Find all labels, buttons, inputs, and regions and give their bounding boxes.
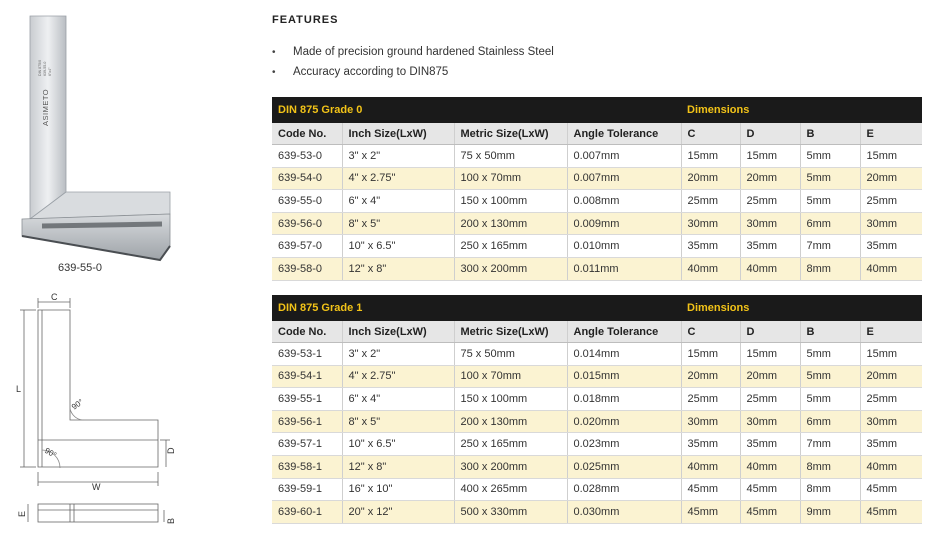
cell-metric-size: 200 x 130mm	[454, 410, 567, 433]
photo-caption: 639-55-0	[58, 262, 103, 274]
col-inch-size: Inch Size(LxW)	[342, 123, 454, 145]
cell-b: 5mm	[800, 365, 860, 388]
cell-angle-tolerance: 0.030mm	[567, 501, 681, 524]
grade-header-row	[272, 295, 922, 321]
cell-d: 45mm	[740, 478, 800, 501]
table-row	[272, 365, 922, 388]
cell-code: 639-60-1	[272, 501, 342, 524]
photo-stamp-3: 6"x4"	[48, 67, 52, 76]
grade-title: DIN 875 Grade 0	[272, 97, 681, 123]
spec-table-grade-0	[272, 97, 922, 281]
cell-inch-size: 12" x 8"	[342, 455, 454, 478]
label-w: W	[92, 482, 101, 492]
feature-item: • Made of precision ground hardened Stainless Steel	[272, 46, 554, 58]
table-row	[272, 167, 922, 190]
cell-metric-size: 300 x 200mm	[454, 455, 567, 478]
cell-code: 639-56-0	[272, 212, 342, 235]
cell-e: 35mm	[860, 433, 922, 456]
cell-inch-size: 12" x 8"	[342, 257, 454, 280]
cell-inch-size: 8" x 5"	[342, 212, 454, 235]
cell-inch-size: 4" x 2.75"	[342, 167, 454, 190]
cell-code: 639-54-1	[272, 365, 342, 388]
cell-b: 6mm	[800, 410, 860, 433]
cell-inch-size: 3" x 2"	[342, 343, 454, 366]
photo-stamp-1: DIN 875/0	[38, 59, 42, 76]
label-l: L	[16, 384, 22, 394]
table-row	[272, 145, 922, 168]
cell-code: 639-57-1	[272, 433, 342, 456]
cell-inch-size: 10" x 6.5"	[342, 433, 454, 456]
cell-e: 25mm	[860, 190, 922, 213]
cell-c: 45mm	[681, 478, 740, 501]
cell-inch-size: 16" x 10"	[342, 478, 454, 501]
cell-e: 15mm	[860, 145, 922, 168]
cell-c: 30mm	[681, 212, 740, 235]
col-e: E	[860, 321, 922, 343]
spec-table-grade-1	[272, 295, 922, 524]
cell-metric-size: 150 x 100mm	[454, 388, 567, 411]
table-row	[272, 501, 922, 524]
cell-c: 20mm	[681, 365, 740, 388]
product-photo	[22, 14, 172, 264]
cell-d: 40mm	[740, 257, 800, 280]
cell-e: 40mm	[860, 455, 922, 478]
cell-d: 45mm	[740, 501, 800, 524]
cell-angle-tolerance: 0.011mm	[567, 257, 681, 280]
column-header-row	[272, 321, 922, 343]
cell-code: 639-59-1	[272, 478, 342, 501]
feature-text: Made of precision ground hardened Stainless Steel	[293, 46, 554, 58]
cell-d: 20mm	[740, 167, 800, 190]
cell-angle-tolerance: 0.020mm	[567, 410, 681, 433]
cell-metric-size: 300 x 200mm	[454, 257, 567, 280]
cell-e: 30mm	[860, 212, 922, 235]
cell-code: 639-55-0	[272, 190, 342, 213]
table-row	[272, 343, 922, 366]
cell-metric-size: 75 x 50mm	[454, 145, 567, 168]
dimensions-label: Dimensions	[681, 97, 922, 123]
cell-e: 15mm	[860, 343, 922, 366]
cell-angle-tolerance: 0.014mm	[567, 343, 681, 366]
cell-inch-size: 8" x 5"	[342, 410, 454, 433]
col-metric-size: Metric Size(LxW)	[454, 321, 567, 343]
cell-angle-tolerance: 0.018mm	[567, 388, 681, 411]
cell-metric-size: 100 x 70mm	[454, 365, 567, 388]
label-b: B	[166, 517, 176, 524]
cell-d: 30mm	[740, 410, 800, 433]
cell-angle-tolerance: 0.009mm	[567, 212, 681, 235]
table-row	[272, 455, 922, 478]
cell-c: 15mm	[681, 343, 740, 366]
cell-metric-size: 250 x 165mm	[454, 235, 567, 258]
grade-title: DIN 875 Grade 1	[272, 295, 681, 321]
cell-e: 25mm	[860, 388, 922, 411]
cell-c: 35mm	[681, 235, 740, 258]
col-e: E	[860, 123, 922, 145]
cell-code: 639-56-1	[272, 410, 342, 433]
cell-d: 30mm	[740, 212, 800, 235]
cell-c: 25mm	[681, 190, 740, 213]
cell-b: 5mm	[800, 343, 860, 366]
table-row	[272, 190, 922, 213]
table-row	[272, 235, 922, 258]
grade-header-row	[272, 97, 922, 123]
table-body	[272, 145, 922, 281]
cell-b: 6mm	[800, 212, 860, 235]
cell-metric-size: 100 x 70mm	[454, 167, 567, 190]
features-list	[272, 45, 554, 85]
cell-b: 8mm	[800, 455, 860, 478]
col-d: D	[740, 321, 800, 343]
cell-b: 5mm	[800, 388, 860, 411]
table-body	[272, 343, 922, 524]
cell-inch-size: 10" x 6.5"	[342, 235, 454, 258]
table-row	[272, 388, 922, 411]
cell-d: 15mm	[740, 145, 800, 168]
cell-c: 20mm	[681, 167, 740, 190]
cell-angle-tolerance: 0.025mm	[567, 455, 681, 478]
col-angle-tolerance: Angle Tolerance	[567, 321, 681, 343]
cell-c: 30mm	[681, 410, 740, 433]
dimensions-label: Dimensions	[681, 295, 922, 321]
cell-d: 25mm	[740, 388, 800, 411]
cell-metric-size: 150 x 100mm	[454, 190, 567, 213]
cell-angle-tolerance: 0.008mm	[567, 190, 681, 213]
cell-code: 639-53-1	[272, 343, 342, 366]
cell-angle-tolerance: 0.028mm	[567, 478, 681, 501]
feature-item: • Accuracy according to DIN875	[272, 66, 449, 78]
dimension-drawing	[14, 292, 174, 532]
cell-b: 5mm	[800, 145, 860, 168]
cell-d: 15mm	[740, 343, 800, 366]
label-c: C	[51, 292, 58, 302]
cell-inch-size: 6" x 4"	[342, 190, 454, 213]
cell-d: 20mm	[740, 365, 800, 388]
cell-c: 40mm	[681, 257, 740, 280]
cell-e: 35mm	[860, 235, 922, 258]
cell-code: 639-54-0	[272, 167, 342, 190]
col-b: B	[800, 321, 860, 343]
cell-d: 25mm	[740, 190, 800, 213]
cell-inch-size: 20" x 12"	[342, 501, 454, 524]
cell-e: 40mm	[860, 257, 922, 280]
cell-code: 639-57-0	[272, 235, 342, 258]
cell-b: 9mm	[800, 501, 860, 524]
cell-e: 45mm	[860, 501, 922, 524]
table-row	[272, 257, 922, 280]
cell-metric-size: 250 x 165mm	[454, 433, 567, 456]
cell-angle-tolerance: 0.010mm	[567, 235, 681, 258]
col-c: C	[681, 321, 740, 343]
cell-b: 5mm	[800, 167, 860, 190]
table-row	[272, 433, 922, 456]
label-e: E	[17, 510, 27, 517]
cell-b: 8mm	[800, 478, 860, 501]
cell-metric-size: 500 x 330mm	[454, 501, 567, 524]
cell-e: 20mm	[860, 365, 922, 388]
cell-c: 15mm	[681, 145, 740, 168]
cell-d: 35mm	[740, 433, 800, 456]
cell-metric-size: 200 x 130mm	[454, 212, 567, 235]
cell-d: 35mm	[740, 235, 800, 258]
col-b: B	[800, 123, 860, 145]
cell-b: 5mm	[800, 190, 860, 213]
cell-c: 40mm	[681, 455, 740, 478]
table-row	[272, 478, 922, 501]
cell-code: 639-58-0	[272, 257, 342, 280]
features-title: FEATURES	[272, 14, 339, 26]
col-code: Code No.	[272, 321, 342, 343]
cell-code: 639-58-1	[272, 455, 342, 478]
cell-inch-size: 6" x 4"	[342, 388, 454, 411]
label-angle-bottom: 90°	[43, 445, 58, 460]
cell-inch-size: 3" x 2"	[342, 145, 454, 168]
column-header-row	[272, 123, 922, 145]
cell-angle-tolerance: 0.007mm	[567, 145, 681, 168]
label-d: D	[166, 447, 176, 454]
cell-code: 639-55-1	[272, 388, 342, 411]
photo-stamp-2: 639-55-0	[43, 61, 47, 76]
label-angle-top: 90°	[69, 397, 86, 412]
cell-b: 8mm	[800, 257, 860, 280]
photo-brand: ASIMETO	[41, 88, 50, 126]
cell-code: 639-53-0	[272, 145, 342, 168]
cell-e: 45mm	[860, 478, 922, 501]
table-row	[272, 410, 922, 433]
cell-c: 25mm	[681, 388, 740, 411]
col-c: C	[681, 123, 740, 145]
cell-metric-size: 75 x 50mm	[454, 343, 567, 366]
cell-d: 40mm	[740, 455, 800, 478]
cell-c: 45mm	[681, 501, 740, 524]
cell-angle-tolerance: 0.015mm	[567, 365, 681, 388]
cell-metric-size: 400 x 265mm	[454, 478, 567, 501]
col-inch-size: Inch Size(LxW)	[342, 321, 454, 343]
cell-angle-tolerance: 0.007mm	[567, 167, 681, 190]
col-metric-size: Metric Size(LxW)	[454, 123, 567, 145]
cell-angle-tolerance: 0.023mm	[567, 433, 681, 456]
cell-e: 20mm	[860, 167, 922, 190]
cell-c: 35mm	[681, 433, 740, 456]
col-d: D	[740, 123, 800, 145]
col-code: Code No.	[272, 123, 342, 145]
table-row	[272, 212, 922, 235]
cell-e: 30mm	[860, 410, 922, 433]
col-angle-tolerance: Angle Tolerance	[567, 123, 681, 145]
cell-inch-size: 4" x 2.75"	[342, 365, 454, 388]
cell-b: 7mm	[800, 235, 860, 258]
feature-text: Accuracy according to DIN875	[293, 66, 449, 78]
cell-b: 7mm	[800, 433, 860, 456]
